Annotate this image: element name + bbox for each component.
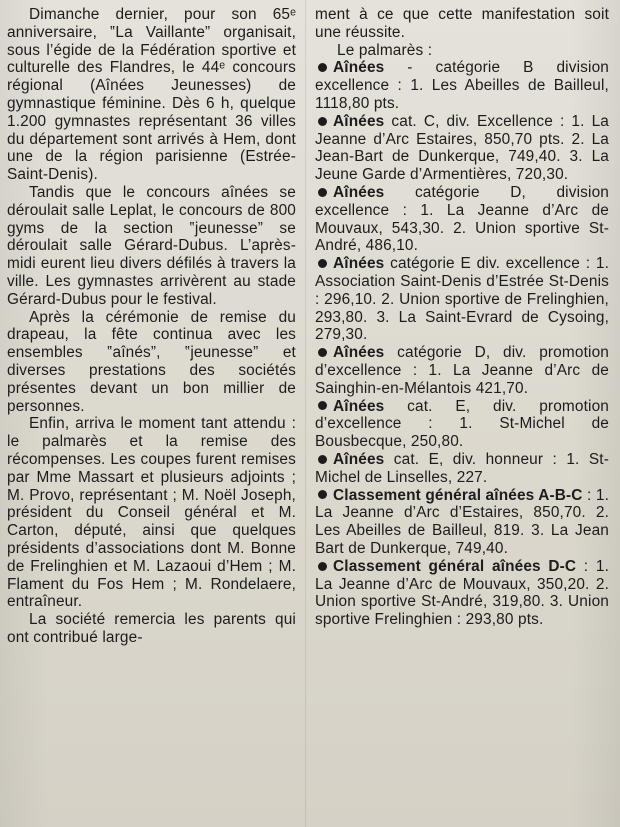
result-title: Aînées (333, 397, 385, 415)
result-entry (315, 59, 609, 112)
result-text: cat. C, div. Excellence : 1. La Jeanne d’Arc Estaires, 850,70 pts. 2. La Jean-Bart de Dunkerque, 749,40. 3. La Jeune Garde d’Armentières, 720,30. (315, 112, 609, 184)
palmares-heading: Le palmarès : (337, 41, 433, 59)
result-title: Aînées (333, 183, 385, 201)
bullet-icon (318, 562, 327, 571)
column-divider (305, 0, 306, 827)
result-text: cat. E, div. promotion d’excellence : 1. St-Michel de Bousbecque, 250,80. (315, 397, 609, 451)
paragraph-ceremonie: Après la cérémonie de remise du drapeau, la fête continua avec les ensembles ‟aînés”, ‟jeunesse” et diverses prestations des sociétés présentes devant un bon millier de personnes. (7, 308, 296, 415)
result-text: : 1. La Jeanne d’Arc d’Estaires, 850,70. 2. Les Abeilles de Bailleul, 819. 3. La Jean Bart de Dunkerque, 749,40. (315, 486, 609, 557)
result-entry (315, 451, 609, 487)
result-text: catégorie D, division excellence : 1. La Jeanne d’Arc de Mouvaux, 543,30. 2. Union sportive St-André, 486,10. (315, 183, 609, 255)
result-title: Aînées (333, 344, 385, 362)
paragraph-recompenses: Enfin, arriva le moment tant attendu : le palmarès et la remise des récompenses. Les coupes furent remises par Mme Massart et plusieurs adjoints ; M. Provo, représentant ; M. Noël Joseph, président du Conseil général et M. Carton, député, ainsi que quelques présidents d’associations dont M. Bonne de Frelinghien et M. Lazaoui d’Hem ; M. Flament du Fos Hem ; M. Rondelaere, entraîneur. (7, 415, 296, 611)
right-column (315, 6, 609, 629)
paragraph-remerciements: La société remercia les parents qui ont contribué large- (7, 611, 296, 646)
bullet-icon (318, 401, 327, 410)
bullet-icon (318, 117, 327, 126)
result-entry (315, 184, 609, 255)
result-text: : 1. La Jeanne d’Arc de Mouvaux, 350,20. 2. Union sportive St-André, 319,80. 3. Union sportive Frelinghien : 293,80 pts. (315, 557, 609, 629)
result-title: Aînées (333, 450, 385, 468)
result-text: catégorie D, div. promotion d’excellence : 1. La Jeanne d’Arc de Sainghin-en-Mélantois 421,70. (315, 344, 609, 397)
result-entry (315, 558, 609, 629)
result-entry (315, 255, 609, 344)
result-title: Classement général aînées D-C (333, 557, 577, 575)
result-entry (315, 487, 609, 558)
paragraph-intro: Dimanche dernier, pour son 65ᵉ anniversaire, ‟La Vaillante” organisait, sous l’égide de la Fédération sportive et culturelle des Flandres, le 44ᵉ concours régional (Aînées Jeunesses) de gymnastique féminine. Dès 6 h, quelque 1.200 gymnastes représentant 36 villes du département sont arrivés à Hem, dont une de la région parisienne (Estrée-Saint-Denis). (7, 6, 296, 184)
result-text: catégorie E div. excellence : 1. Association Saint-Denis d’Estrée St-Denis : 296,10. 2. Union sportive de Frelinghien, 293,80. 3. La Saint-Evrard de Cysoing, 279,30. (315, 255, 609, 344)
bullet-icon (318, 188, 327, 197)
paragraph-concours: Tandis que le concours aînées se déroulait salle Leplat, le concours de 800 gyms de la section ‟jeunesse” se déroulait salle Gérard-Dubus. L’après-midi eurent lieu divers défilés à travers la ville. Les gymnastes arrivèrent au stade Gérard-Dubus pour le festival. (7, 183, 296, 308)
left-column (7, 6, 296, 647)
result-text: - catégorie B division excellence : 1. Les Abeilles de Bailleul, 1118,80 pts. (315, 59, 609, 112)
result-entry (315, 113, 609, 184)
result-text: cat. E, div. honneur : 1. St-Michel de Linselles, 227. (315, 450, 609, 486)
result-title: Classement général aînées A-B-C (333, 486, 583, 504)
result-title: Aînées (333, 59, 385, 77)
bullet-icon (318, 63, 327, 72)
bullet-icon (318, 455, 327, 464)
result-entry (315, 398, 609, 451)
result-title: Aînées (333, 255, 385, 273)
bullet-icon (318, 259, 327, 268)
bullet-icon (318, 490, 327, 499)
bullet-icon (318, 348, 327, 357)
paragraph-continuation: ment à ce que cette manifestation soit une réussite. (315, 6, 609, 41)
result-title: Aînées (333, 112, 385, 130)
result-entry (315, 344, 609, 397)
